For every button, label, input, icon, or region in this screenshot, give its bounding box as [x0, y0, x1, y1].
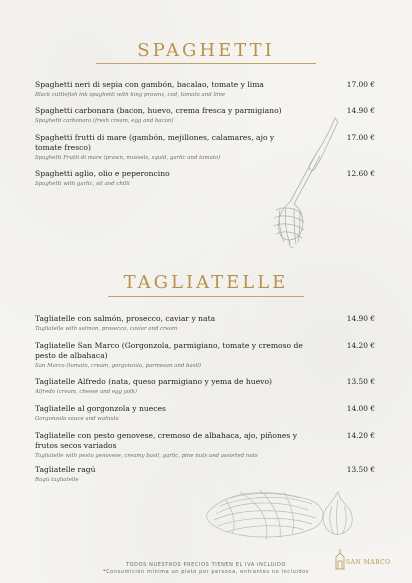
item-price: 17.00 €: [346, 133, 375, 142]
section-rule-tagliatelle: [108, 296, 304, 297]
item-price: 14.90 €: [346, 106, 375, 115]
menu-item: [35, 404, 375, 423]
item-price: 13.50 €: [346, 465, 375, 474]
item-name: Tagliatelle ragú: [35, 465, 96, 474]
item-price: 13.50 €: [346, 377, 375, 386]
item-name: Tagliatelle Alfredo (nata, queso parmigiano y yema de huevo): [35, 377, 273, 386]
footer-vat-note: TODOS NUESTROS PRECIOS TIENEN EL IVA INCLUIDO: [125, 562, 286, 568]
item-name: Tagliatelle San Marco (Gorgonzola, parmigiano, tomate y cremoso de pesto de albahaca): [35, 341, 303, 360]
item-name: Tagliatelle con salmón, prosecco, caviar y nata: [35, 314, 216, 323]
section-rule-spaghetti: [96, 63, 316, 64]
menu-item: [35, 314, 375, 333]
section-title-spaghetti: SPAGHETTI: [137, 40, 275, 61]
item-price: 17.00 €: [346, 80, 375, 89]
footer-minimum-note: *Consumición mínima un plato por persona, entrantes no incluidos: [102, 569, 309, 575]
item-description: Tagliatelle with salmon, prosecco, caviar and cream: [35, 326, 178, 332]
item-price: 14.00 €: [346, 404, 375, 413]
logo-text: SAN MARCO: [346, 559, 391, 566]
item-name: Spaghetti aglio, olio e peperoncino: [35, 169, 170, 178]
item-description: Ragú tagliatelle: [35, 477, 79, 483]
item-description: Black cuttlefish ink spaghetti with king prawns, cod, tomato and lime: [35, 92, 226, 98]
item-name: Spaghetti neri di sepia con gambón, bacalao, tomate y lima: [35, 80, 264, 89]
item-description: Gorgonzola sauce and walnuts: [35, 416, 119, 422]
item-description: San Marco (tomato, cream, gorgonzola, parmesan and basil): [35, 363, 202, 369]
item-name: Tagliatelle con pesto genovese, cremoso de albahaca, ajo, piñones y frutos secos variados: [35, 431, 297, 450]
item-name: Spaghetti carbonara (bacon, huevo, crema fresca y parmigiano): [35, 106, 282, 115]
item-price: 14.90 €: [346, 314, 375, 323]
menu-item: [35, 80, 375, 99]
item-description: Spaghetti carbonara (fresh cream, egg and bacon): [35, 118, 174, 124]
item-description: Spaghetti Frutti di mare (prawn, mussels, squid, garlic and tomato): [35, 155, 221, 161]
fork-with-spaghetti-illustration: [250, 110, 350, 250]
menu-item: [35, 341, 375, 370]
item-price: 14.20 €: [346, 341, 375, 350]
menu-item: [35, 431, 375, 460]
garlic-illustration: [318, 488, 358, 538]
item-description: Alfredo (cream, cheese and egg yolk): [35, 389, 138, 395]
item-name: Tagliatelle al gorgonzola y nueces: [35, 404, 166, 413]
section-title-tagliatelle: TAGLIATELLE: [123, 272, 289, 293]
item-description: Tagliatelle with pesto genovese, creamy basil, garlic, pine nuts and assorted nuts: [35, 453, 258, 459]
item-name: Spaghetti frutti di mare (gambón, mejillones, calamares, ajo y tomate fresco): [35, 133, 275, 152]
menu-item: [35, 377, 375, 396]
item-description: Spaghetti with garlic, oil and chilli: [35, 181, 130, 187]
item-price: 12.60 €: [346, 169, 375, 178]
item-price: 14.20 €: [346, 431, 375, 440]
